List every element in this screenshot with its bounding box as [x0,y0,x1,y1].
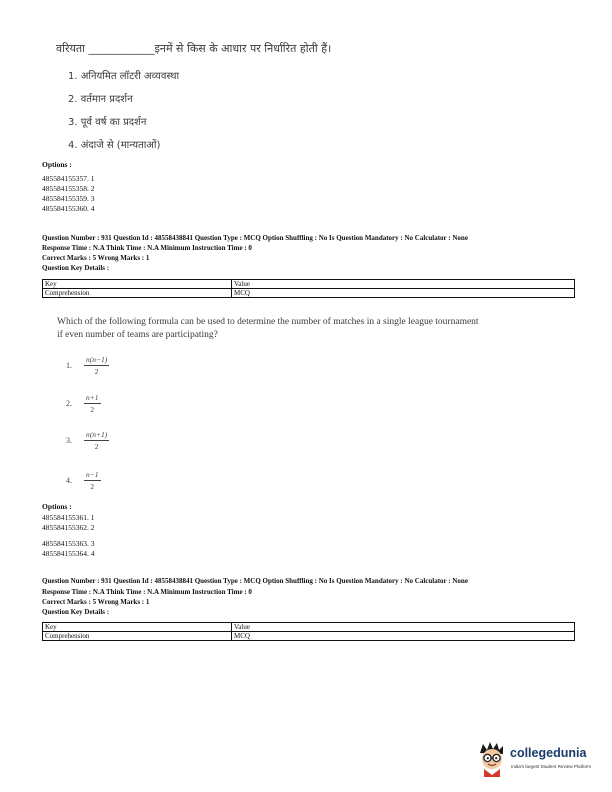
meta2-question-info: Question Number : 931 Question Id : 48558438841 Question Type : MCQ Option Shuffling : No Is Question Mandatory : No Calculator : None [42,577,468,585]
q2-option-3 [66,430,109,451]
logo-name: collegedunia [510,746,587,760]
formula-fraction: $\frac{n+1}{2}$ [86,393,99,414]
option-number: 3. [66,436,72,445]
q2-option-1 [66,355,109,376]
table-row [43,623,575,632]
q2-question-line2: if even number of teams are participating? [57,330,218,340]
meta2-response-time: Response Time : N.A Think Time : N.A Minimum Instruction Time : 0 [42,588,252,596]
q2-option-2 [66,393,101,414]
q1-option-1: 1. अनियमित लॉटरी अव्यवस्था [68,71,180,82]
table-row [43,289,575,298]
q2-question-line1: Which of the following formula can be used to determine the number of matches in a single league tournament [57,317,479,327]
table-header-value: Value [232,280,575,289]
q1-option-4: 4. अंदाजे से (मान्यताओं) [68,140,161,151]
table-header-key: Key [43,623,232,632]
q1-option-id-3: 485584155359. 3 [42,194,95,203]
table-header-key: Key [43,280,232,289]
q2-option-id-1: 485584155361. 1 [42,513,95,522]
q1-options-label: Options : [42,160,72,169]
formula-fraction: $\frac{n(n-1)}{2}$ [86,355,108,376]
logo-tagline: India's largest Student Review Platform [511,764,592,769]
meta1-question-info: Question Number : 931 Question Id : 48558438841 Question Type : MCQ Option Shuffling : No Is Question Mandatory : No Calculator : None [42,234,468,242]
table-cell-value: MCQ [232,632,575,641]
q1-option-2: 2. वर्तमान प्रदर्शन [68,94,133,105]
option-number: 2. [66,399,72,408]
q1-option-id-4: 485584155360. 4 [42,204,95,213]
table-row [43,632,575,641]
q2-option-id-4: 485584155364. 4 [42,549,95,558]
meta2-key-table [42,622,575,641]
formula-fraction: $\frac{n-1}{2}$ [86,470,99,491]
option-number: 4. [66,476,72,485]
q2-options-label: Options : [42,502,72,511]
table-cell-value: MCQ [232,289,575,298]
mascot-icon [476,741,508,777]
q1-option-id-2: 485584155358. 2 [42,184,95,193]
meta1-marks: Correct Marks : 5 Wrong Marks : 1 [42,254,150,262]
q2-option-4 [66,470,101,491]
meta2-key-details-label: Question Key Details : [42,608,110,616]
q2-option-id-3: 485584155363. 3 [42,539,95,548]
meta2-marks: Correct Marks : 5 Wrong Marks : 1 [42,598,150,606]
meta1-response-time: Response Time : N.A Think Time : N.A Minimum Instruction Time : 0 [42,244,252,252]
table-cell-key: Comprehension [43,632,232,641]
collegedunia-logo[interactable] [476,741,596,781]
q1-question-text: वरियता ____________इनमें से किस के आधार पर निर्धारित होती हैं। [56,42,332,55]
option-number: 1. [66,361,72,370]
meta1-key-details-label: Question Key Details : [42,264,110,272]
q1-option-id-1: 485584155357. 1 [42,174,95,183]
meta1-key-table [42,279,575,298]
formula-fraction: $\frac{n(n+1)}{2}$ [86,430,108,451]
table-header-value: Value [232,623,575,632]
q1-option-3: 3. पूर्व वर्ष का प्रदर्शन [68,117,147,128]
q2-option-id-2: 485584155362. 2 [42,523,95,532]
table-row [43,280,575,289]
table-cell-key: Comprehension [43,289,232,298]
